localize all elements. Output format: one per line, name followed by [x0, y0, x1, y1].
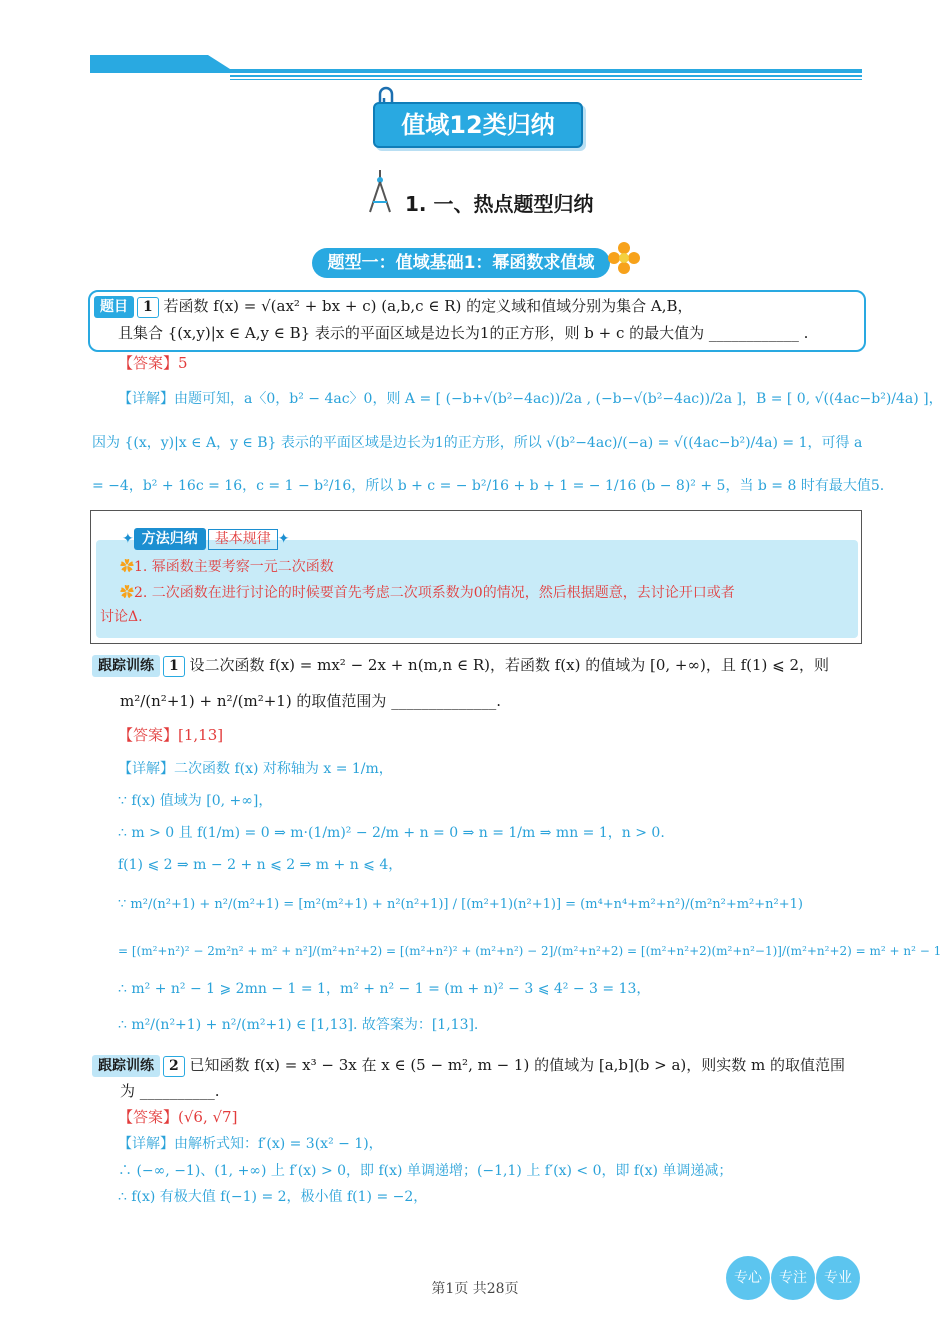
question-1-line2: 且集合 {(x,y)|x ∈ A,y ∈ B} 表示的平面区域是边长为1的正方形，则 b + c 的最大值为 ____________ .	[118, 324, 809, 342]
detail-2-line2: ∵ f(x) 值域为 [0, +∞]，	[118, 793, 273, 809]
header-decor-bar	[90, 55, 862, 83]
question-type-banner: 题型一：值域基础1：幂函数求值域	[312, 248, 610, 278]
question-tag: 题目	[94, 296, 134, 318]
method-tag: 方法归纳	[134, 528, 206, 550]
method-item-2: ✿2. 二次函数在进行讨论的时候要首先考虑二次项系数为0的情况，然后根据题意，去讨论开口或者	[120, 585, 735, 601]
detail-2-line7: ∴ m² + n² − 1 ⩾ 2mn − 1 = 1，m² + n² − 1 = (m + n)² − 3 ⩽ 4² − 3 = 13，	[118, 981, 651, 997]
exercise-tag: 跟踪训练	[92, 655, 160, 677]
question-number: 1	[137, 297, 159, 318]
exercise-1-line2: m²/(n²+1) + n²/(m²+1) 的取值范围为 ______________.	[120, 692, 501, 710]
exercise-tag: 跟踪训练	[92, 1055, 160, 1077]
detail-1-line2: 因为 {(x，y)|x ∈ A，y ∈ B} 表示的平面区域是边长为1的正方形，所以 √(b²−4ac)/(−a) = √((4ac−b²)/4a) = 1，可得 a	[92, 435, 863, 451]
section-heading: 1. 一、热点题型归纳	[405, 192, 594, 216]
method-subtag: 基本规律	[208, 529, 278, 550]
detail-2-line3: ∴ m > 0 且 f(1/m) = 0 ⇒ m·(1/m)² − 2/m + n = 0 ⇒ n = 1/m ⇒ mn = 1，n > 0.	[118, 825, 665, 841]
flower-icon	[606, 240, 642, 276]
detail-2-line4: f(1) ⩽ 2 ⇒ m − 2 + n ⩽ 2 ⇒ m + n ⩽ 4，	[118, 857, 403, 873]
detail-3-line3: ∴ f(x) 有极大值 f(−1) = 2，极小值 f(1) = −2，	[118, 1189, 428, 1205]
method-header	[122, 528, 289, 550]
flower-bullet-icon: ✿	[120, 559, 134, 575]
detail-2-line6: = [(m²+n²)² − 2m²n² + m² + n²]/(m²+n²+2) = [(m²+n²)² + (m²+n²) − 2]/(m²+n²+2) = [(m²+n²+2)(m²+n²−1)]/(m²+n²+2) = m² + n² − 1	[118, 944, 942, 958]
page-title: 值域12类归纳	[373, 102, 583, 148]
exercise-text: 设二次函数 f(x) = mx² − 2x + n(m,n ∈ R)，若函数 f(x) 的值域为 [0, +∞)，且 f(1) ⩽ 2，则	[189, 656, 830, 674]
exercise-2-line2: 为 __________.	[120, 1082, 220, 1100]
answer-3: 【答案】(√6, √7]	[118, 1108, 238, 1126]
star-icon: ✦	[122, 531, 134, 547]
footer-badge-2: 专注	[771, 1256, 815, 1300]
detail-3-line1: 【详解】由解析式知：f′(x) = 3(x² − 1)，	[118, 1136, 383, 1152]
answer-2: 【答案】[1,13]	[118, 726, 224, 744]
page-number: 第1页 共28页	[431, 1281, 519, 1297]
exercise-number: 2	[163, 1056, 185, 1077]
exercise-number: 1	[163, 656, 185, 677]
method-item-1: ✿1. 幂函数主要考察一元二次函数	[120, 559, 334, 575]
star-icon-right: ✦	[277, 531, 290, 547]
detail-2-line8: ∴ m²/(n²+1) + n²/(m²+1) ∈ [1,13]. 故答案为：[1,13].	[118, 1017, 479, 1033]
detail-1-line3: = −4，b² + 16c = 16，c = 1 − b²/16，所以 b + c = − b²/16 + b + 1 = − 1/16 (b − 8)² + 5，当 b = 8 时有最大值5.	[92, 478, 885, 494]
question-1-line1	[94, 295, 693, 318]
detail-1-line1: 【详解】由题可知，a〈0，b² − 4ac〉0，则 A = [ (−b+√(b²−4ac))/2a , (−b−√(b²−4ac))/2a ]，B = [ 0, √((4ac−b²)/4a) ]，	[118, 391, 943, 407]
compass-icon	[365, 168, 395, 214]
flower-bullet-icon: ✿	[120, 585, 134, 601]
exercise-1-line1	[92, 654, 829, 677]
detail-2-line1: 【详解】二次函数 f(x) 对称轴为 x = 1/m，	[118, 761, 393, 777]
detail-3-line2: ∴ (−∞, −1)、(1, +∞) 上 f′(x) > 0，即 f(x) 单调递增；(−1,1) 上 f′(x) < 0，即 f(x) 单调递减；	[118, 1163, 733, 1179]
detail-2-line5: ∵ m²/(n²+1) + n²/(m²+1) = [m²(m²+1) + n²(n²+1)] / [(m²+1)(n²+1)] = (m⁴+n⁴+m²+n²)/(m²n²+m²+n²+1)	[118, 897, 803, 912]
question-text: 若函数 f(x) = √(ax² + bx + c) (a,b,c ∈ R) 的定义域和值域分别为集合 A,B，	[163, 297, 693, 315]
footer-badge-1: 专心	[726, 1256, 770, 1300]
footer-badge-3: 专业	[816, 1256, 860, 1300]
exercise-text: 已知函数 f(x) = x³ − 3x 在 x ∈ (5 − m², m − 1) 的值域为 [a,b](b > a)，则实数 m 的取值范围	[189, 1056, 845, 1074]
method-item-2-cont: 讨论Δ.	[100, 609, 143, 625]
exercise-2-line1	[92, 1054, 845, 1077]
answer-1: 【答案】5	[118, 354, 188, 372]
